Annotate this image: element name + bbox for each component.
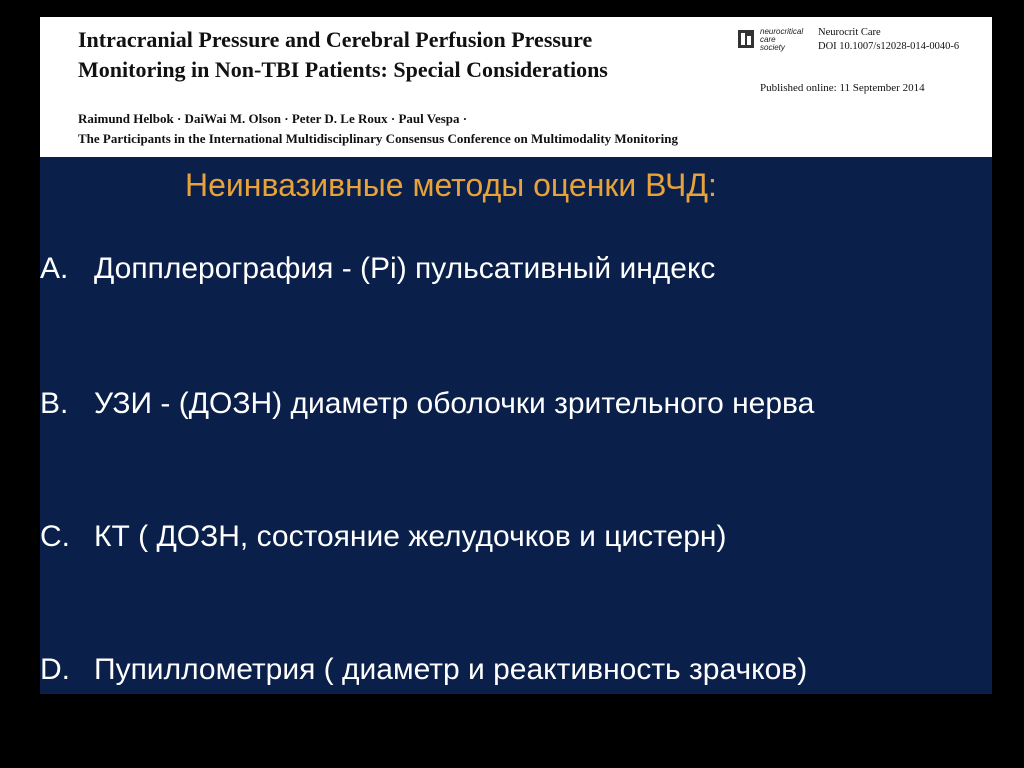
list-item-letter: B. xyxy=(40,387,69,420)
paper-title-line-2: Monitoring in Non-TBI Patients: Special Considerations xyxy=(78,57,608,82)
list-item-c xyxy=(40,520,726,554)
authors-line-2: The Participants in the International Multidisciplinary Consensus Conference on Multimodality Monitoring xyxy=(78,131,678,146)
slide xyxy=(40,17,992,694)
list-item-letter: C. xyxy=(40,520,70,553)
journal-info xyxy=(736,26,986,62)
list-item-text: Пупиллометрия ( диаметр и реактивность зрачков) xyxy=(94,653,808,686)
list-item-letter: D. xyxy=(40,653,70,686)
society-name-line-3: society xyxy=(760,43,785,52)
slide-heading: Неинвазивные методы оценки ВЧД: xyxy=(185,167,717,203)
paper-header-image xyxy=(40,17,992,157)
society-name xyxy=(760,28,803,52)
society-logo-icon xyxy=(738,30,754,48)
doi: DOI 10.1007/s12028-014-0040-6 xyxy=(818,41,960,52)
paper-authors xyxy=(78,109,678,149)
published-date: Published online: 11 September 2014 xyxy=(760,82,925,94)
list-item-text: УЗИ - (ДОЗН) диаметр оболочки зрительного нерва xyxy=(94,387,815,420)
society-name-line-1: neurocritical xyxy=(760,27,804,36)
list-item-letter: A. xyxy=(40,252,69,285)
society-name-line-2: care xyxy=(760,35,776,44)
list-item-d xyxy=(40,653,807,687)
paper-title xyxy=(78,25,738,85)
list-item-b xyxy=(40,387,814,421)
list-item-text: Допплерография - (Pi) пульсативный индекс xyxy=(94,252,716,285)
journal-name: Neurocrit Care xyxy=(818,27,881,38)
paper-title-line-1: Intracranial Pressure and Cerebral Perfusion Pressure xyxy=(78,27,593,52)
list-item-a xyxy=(40,252,715,286)
authors-line-1: Raimund Helbok · DaiWai M. Olson · Peter D. Le Roux · Paul Vespa · xyxy=(78,111,468,126)
list-item-text: КТ ( ДОЗН, состояние желудочков и цистерн) xyxy=(94,520,727,553)
